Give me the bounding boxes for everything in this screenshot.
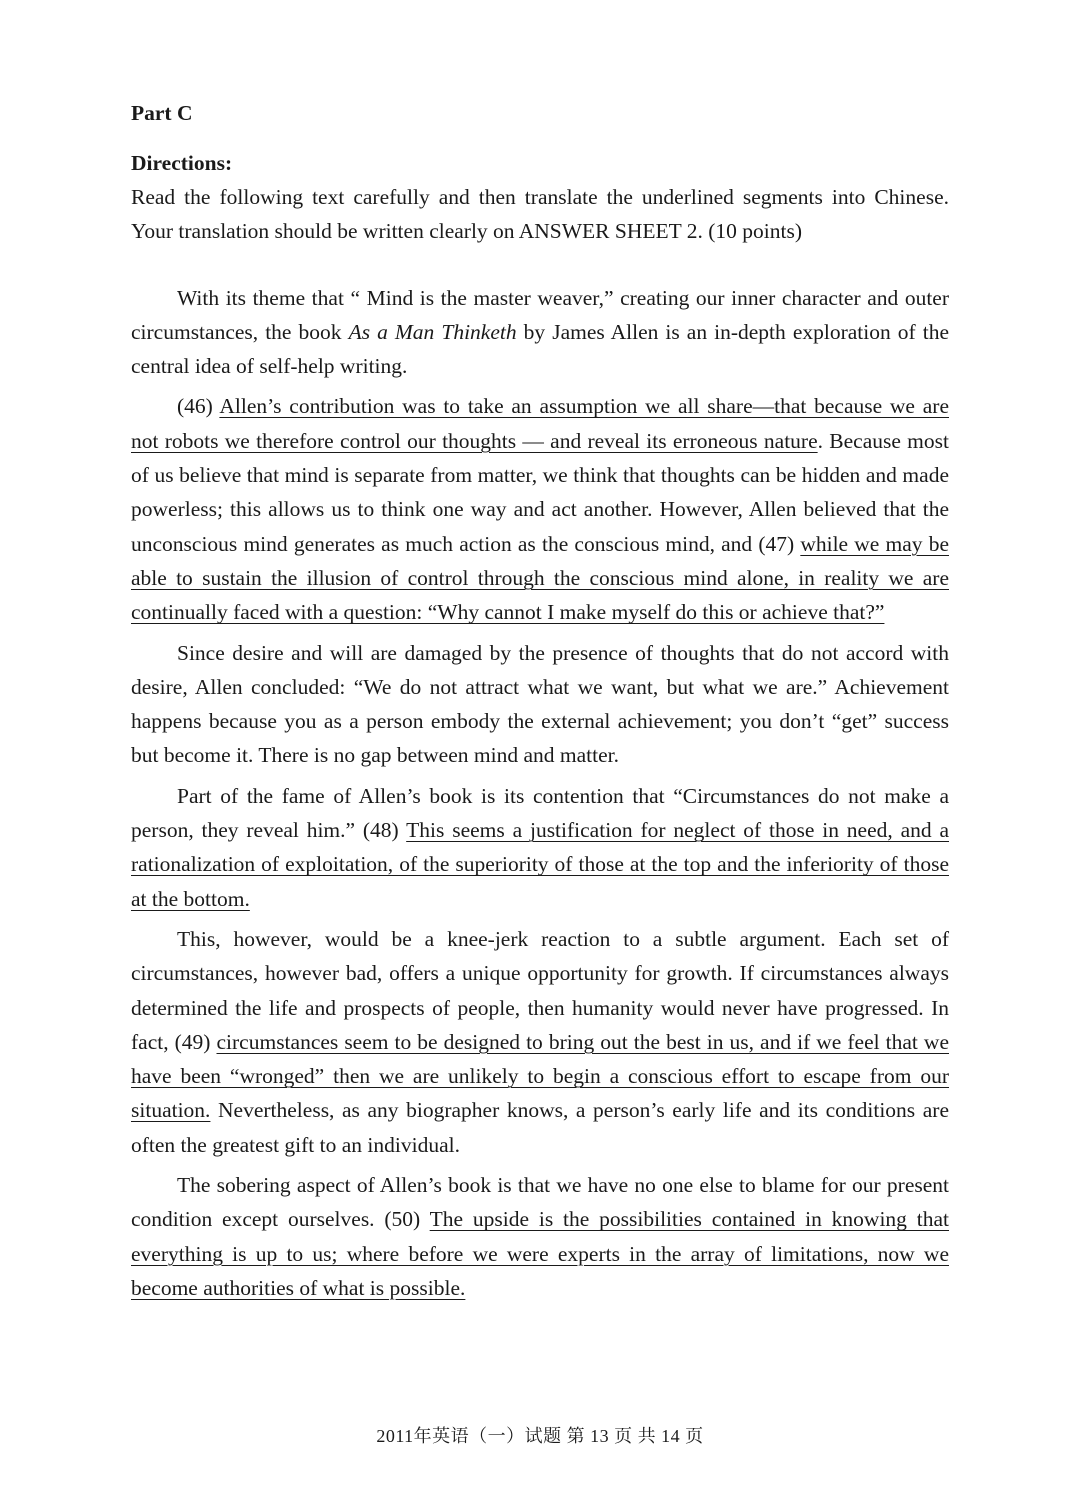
paragraph-2-text: . Because most of us believe that mind is separate from matter, we think that thoughts can be hidden and made powerless; this allows us to think one way and act another. However, Allen believed that the unconscious mind generates as much action as the conscious mind, and (47) [131, 428, 949, 556]
underlined-segment-50: The upside is the possibilities contained in knowing that everything is up to us; where before we were experts in the array of limitations, now we become authorities of what is possible. [131, 1207, 949, 1300]
book-title: As a Man Thinketh [348, 319, 517, 344]
paragraph-1-text-b: by James Allen is an in-depth exploration of the central idea of self-help writing. [131, 319, 950, 379]
paragraph-1 [131, 281, 949, 384]
paragraph-6 [131, 1168, 949, 1305]
paragraph-5 [131, 922, 949, 1162]
paragraph-3: Since desire and will are damaged by the presence of thoughts that do not accord with desire, Allen concluded: “We do not attract what we want, but what we are.” Achievement happens because you as a person embody the external achievement; you don’t “get” success but become it. There is no gap between mind and matter. [131, 640, 949, 768]
underlined-segment-49: circumstances seem to be designed to bring out the best in us, and if we feel that we have been “wronged” then we are unlikely to begin a conscious effort to escape from our situation. [131, 1029, 949, 1123]
page-footer: 2011年英语（一）试题 第 13 页 共 14 页 [376, 1426, 704, 1446]
paragraph-6-text: The sobering aspect of Allen’s book is that we have no one else to blame for our present condition except ourselves. (50) [131, 1173, 949, 1232]
underlined-segment-47: while we may be able to sustain the illusion of control through the conscious mind alone, in reality we are continually faced with a question: “Why cannot I make myself do this or achieve that?” [131, 531, 949, 625]
underlined-segment-48: This seems a justification for neglect of those in need, and a rationalization of exploitation, of the superiority of those at the top and the inferiority of those at the bottom. [131, 818, 949, 911]
question-46-number: (46) [177, 394, 220, 419]
directions-title: Directions: [131, 151, 233, 175]
paragraph-5-text-a: This, however, would be a knee-jerk reaction to a subtle argument. Each set of circumstances, however bad, offers a unique opportunity for growth. If circumstances always determined the life and prospects of people, then humanity would never have progressed. In fact, (49) [131, 926, 949, 1054]
paragraph-2 [131, 389, 949, 629]
exam-page [131, 96, 949, 1311]
paragraph-4-text: Part of the fame of Allen’s book is its contention that “Circumstances do not make a person, they reveal him.” (48) [131, 783, 949, 843]
part-title: Part C [131, 101, 193, 125]
paragraph-1-text-a: With its theme that “ Mind is the master weaver,” creating our inner character and outer circumstances, the book [131, 285, 949, 344]
directions-text: Read the following text carefully and then translate the underlined segments into Chinese. Your translation should be written clearly on ANSWER SHEET 2. (10 points) [131, 185, 949, 244]
underlined-segment-46: Allen’s contribution was to take an assumption we all share—that because we are not robots we therefore control our thoughts — and reveal its erroneous nature [131, 394, 949, 453]
paragraph-4 [131, 779, 949, 916]
paragraph-5-text-b: Nevertheless, as any biographer knows, a person’s early life and its conditions are often the greatest gift to an individual. [131, 1098, 949, 1157]
